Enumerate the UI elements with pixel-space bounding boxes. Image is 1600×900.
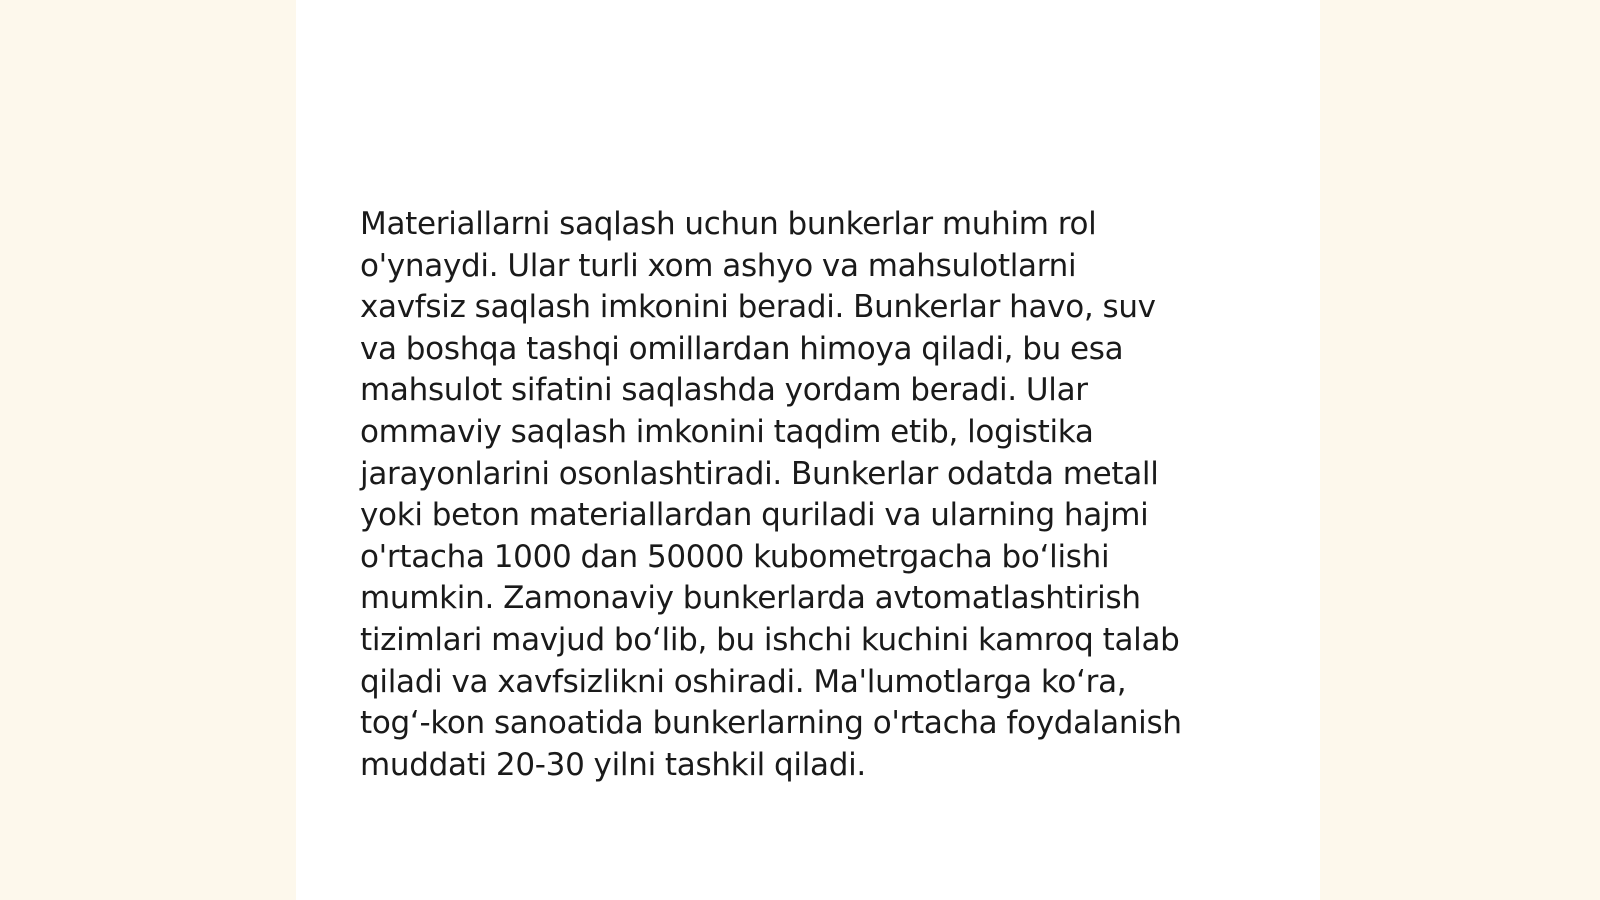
paragraph-line: xavfsiz saqlash imkonini beradi. Bunkerlar havo, suv <box>360 289 1156 326</box>
paragraph-line: ommaviy saqlash imkonini taqdim etib, logistika <box>360 413 1094 450</box>
paragraph-line: muddati 20-30 yilni tashkil qiladi. <box>360 746 866 783</box>
paragraph-line: tizimlari mavjud bo‘lib, bu ishchi kuchini kamroq talab <box>360 621 1180 658</box>
paragraph-line: qiladi va xavfsizlikni oshiradi. Ma'lumotlarga ko‘ra, <box>360 663 1127 700</box>
paragraph-line: yoki beton materiallardan quriladi va ularning hajmi <box>360 497 1149 534</box>
paragraph-line: va boshqa tashqi omillardan himoya qiladi, bu esa <box>360 330 1124 367</box>
paragraph-line: Materiallarni saqlash uchun bunkerlar muhim rol <box>360 206 1097 242</box>
paragraph-line: o'ynaydi. Ular turli xom ashyo va mahsulotlarni <box>360 247 1077 284</box>
document-page <box>296 0 1320 900</box>
paragraph-line: mahsulot sifatini saqlashda yordam beradi. Ular <box>360 372 1088 409</box>
paragraph-line: mumkin. Zamonaviy bunkerlarda avtomatlashtirish <box>360 580 1141 617</box>
body-paragraph <box>360 204 1260 786</box>
paragraph-line: jarayonlarini osonlashtiradi. Bunkerlar odatda metall <box>360 455 1159 492</box>
paragraph-line: tog‘-kon sanoatida bunkerlarning o'rtacha foydalanish <box>360 705 1182 742</box>
paragraph-line: o'rtacha 1000 dan 50000 kubometrgacha bo‘lishi <box>360 538 1110 575</box>
